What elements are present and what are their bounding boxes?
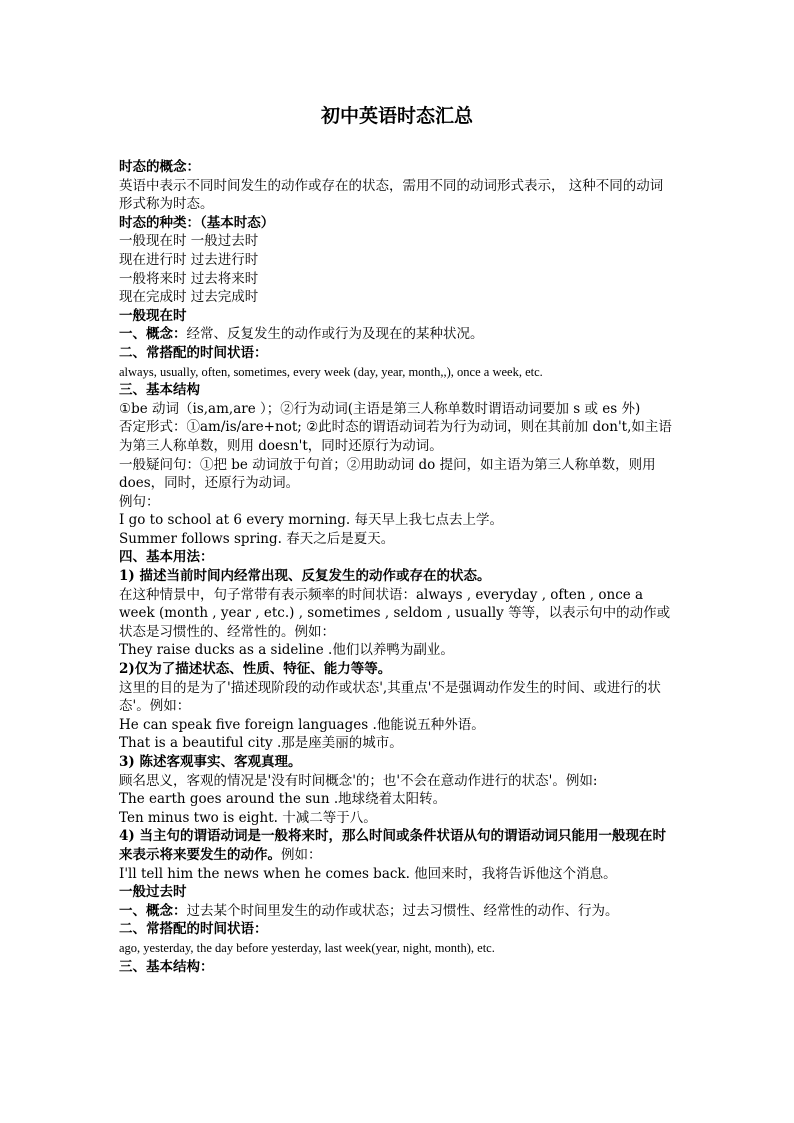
text-line: 例句： [119,493,160,510]
text-line: 四、基本用法： [119,549,214,566]
text-line: Summer follows spring. 春天之后是夏天。 [119,530,395,547]
text-line: 英语中表示不同时间发生的动作或存在的状态，需用不同的动词形式表示， 这种不同的动词形式称为时态。 [119,177,664,213]
line-rest: 例如： [281,846,322,863]
text-line: Ten minus two is eight. 十减二等于八。 [119,809,377,826]
text-line: ago, yesterday, the day before yesterday, last week(year, night, month), etc. [119,940,495,955]
text-line: That is a beautiful city .那是座美丽的城市。 [119,735,403,752]
text-line: 三、基本结构： [119,958,214,975]
text-line: 2)仅为了描述状态、性质、特征、能力等等。 [119,661,392,678]
document-body [119,158,675,976]
text-line: 一般疑问句：①把 be 动词放于句首；②用助动词 do 提问，如主语为第三人称单数，则用 does，同时，还原行为动词。 [119,456,656,492]
document-page [119,104,675,976]
text-line [119,827,675,864]
text-line: ①be 动词（is,am,are ）；②行为动词(主语是第三人称单数时谓语动词要加 s 或 es 外) [119,400,641,417]
text-line: 一般现在时 [119,307,187,324]
line-rest: 过去某个时间里发生的动作或状态；过去习惯性、经常性的动作、行为。 [186,902,619,919]
text-line: 一般过去时 [119,884,187,901]
text-line: 二、常搭配的时间状语： [119,344,268,361]
text-line: 3) 陈述客观事实、客观真理。 [119,754,302,770]
text-line: They raise ducks as a sideline .他们以养鸭为副业。 [119,642,454,659]
text-line: 在这种情景中，句子常带有表示频率的时间状语：always , everyday , often , once a week (month , year , etc.) , sometimes , seldom , usually 等等，以表示句中的动作或状态是习惯性的、经常性的。例如： [119,586,671,640]
text-line: 二、常搭配的时间状语： [119,921,268,938]
text-line: 三、基本结构 [119,382,200,399]
text-line: I'll tell him the news when he comes back. 他回来时，我将告诉他这个消息。 [119,865,617,882]
text-line: 1) 描述当前时间内经常出现、反复发生的动作或存在的状态。 [119,568,491,585]
text-line: always, usually, often, sometimes, every week (day, year, month,,), once a week, etc. [119,364,543,379]
text-line: I go to school at 6 every morning. 每天早上我七点去上学。 [119,512,504,529]
text-line [119,325,675,344]
text-line: 否定形式：①am/is/are+not; ②此时态的谓语动词若为行为动词，则在其前加 don't,如主语为第三人称单数，则用 doesn't，同时还原行为动词。 [119,419,672,454]
text-line: 现在完成时 过去完成时 [119,289,259,306]
text-line: 一般将来时 过去将来时 [119,270,259,287]
document-title: 初中英语时态汇总 [320,105,473,127]
bold-prefix: 4) 当主句的谓语动词是一般将来时，那么时间或条件状语从句的谓语动词只能用一般现在时来表示将来要发生的动作。 [119,828,666,863]
line-rest: 经常、反复发生的动作或行为及现在的某种状况。 [186,326,484,343]
text-line: 这里的目的是为了'描述现阶段的动作或状态',其重点'不是强调动作发生的时间、或进行的状态'。例如： [119,679,661,715]
bold-prefix: 一、概念： [119,902,187,919]
text-line: 一般现在时 一般过去时 [119,233,259,250]
bold-prefix: 一、概念： [119,326,187,343]
text-line: The earth goes around the sun .地球绕着太阳转。 [119,791,447,808]
text-line: He can speak five foreign languages .他能说五种外语。 [119,716,485,733]
text-line: 顾名思义，客观的情况是'没有时间概念'的；也'不会在意动作进行的状态'。例如: [119,772,598,789]
text-line: 现在进行时 过去进行时 [119,251,259,268]
text-line: 时态的种类：（基本时态） [119,214,275,231]
text-line [119,902,675,921]
text-line: 时态的概念： [119,159,200,175]
